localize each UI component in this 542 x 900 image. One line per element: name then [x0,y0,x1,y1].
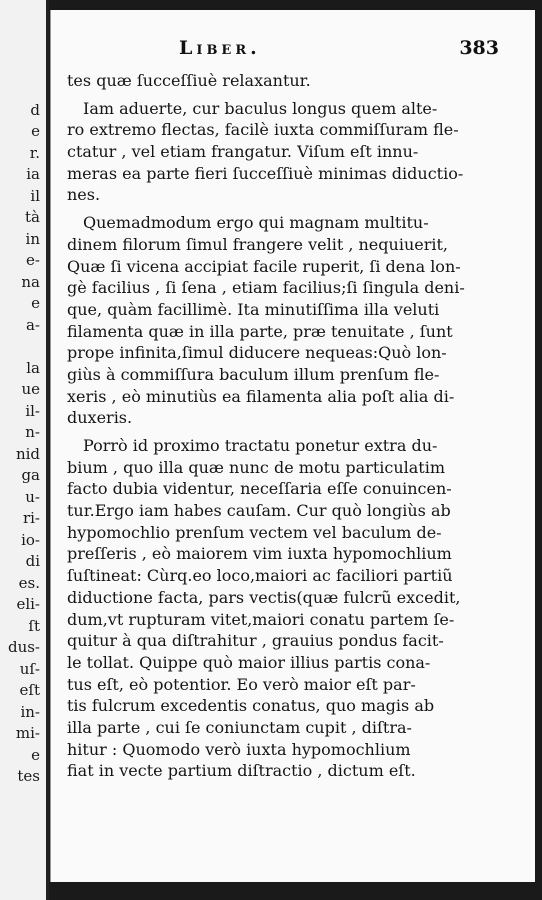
text-line: giùs à commiſſura baculum illum prenſum fle- [67,364,440,384]
left-margin-fragment: e [31,122,40,140]
left-margin-fragment: u- [25,487,40,506]
text-line: fiat in vecte partium diſtractio , dictum eſt. [67,761,416,781]
left-margin-fragment [0,336,42,358]
left-margin-fragment: ſt [28,616,40,635]
text-line: tes quæ ſucceſſiuè relaxantur. [67,71,311,90]
text-line: que, quàm facillimè. Ita minutiſſima illa veluti [67,299,440,319]
left-margin-fragment: a- [25,315,40,334]
page-number: 383 [459,37,499,59]
left-margin-fragment: tes [17,767,40,785]
left-margin-fragment: e- [26,251,40,269]
left-margin-fragment: in [25,229,40,248]
text-line: tis fulcrum excedentis conatus, quo magis ab [67,696,435,716]
text-line: hitur : Quomodo verò iuxta hypomochlium [67,739,411,759]
left-margin-fragment: r. [29,143,40,162]
text-line: bium , quo illa quæ nunc de motu particulatim [67,457,446,477]
text-line: Porrò id proximo tractatu ponetur extra du- [83,436,438,455]
running-title: Liber. [179,37,261,59]
left-margin-fragment: ue [21,380,40,398]
left-margin-fragment: d [30,100,40,119]
left-margin-fragment: il [30,186,40,205]
text-line: Iam aduerte, cur baculus longus quem alte- [83,98,438,118]
text-line: nes. [67,185,101,205]
text-line: quitur à qua diſtrahitur , grauius pondus facit- [67,631,444,651]
text-line: xeris , eò minutiùs ea filamenta alia poſt alia di- [67,386,455,406]
left-margin-fragment: es. [18,573,40,592]
text-line: prope infinita,ſimul diducere nequeas:Quò lon- [67,343,447,363]
text-line: dinem filorum ſimul frangere velit , nequiuerit, [67,234,448,254]
text-line: ſuſtineat: Cùrq.eo loco,maiori ac faciliori partiũ [67,566,453,586]
text-line: le tollat. Quippe quò maior illius partis cona- [67,652,431,672]
left-margin-fragment: mi- [15,724,40,742]
paragraph [67,435,517,782]
left-margin-fragment: in- [20,702,40,721]
left-margin-fragment: nid [15,444,40,463]
text-line: facto dubia videntur, neceſſaria eſſe conuincen- [67,479,452,499]
left-margin-fragment: e [31,294,40,312]
left-margin-fragment: di [25,552,40,570]
left-margin-fragment: eli- [16,595,40,613]
text-line: ro extremo flectas, facilè iuxta commiſſuram fle- [67,120,459,140]
left-margin-fragment: ga [21,466,40,484]
left-margin-fragment: uſ- [19,659,40,678]
text-line: preſſeris , eò maiorem vim iuxta hypomochlium [67,544,452,564]
text-line: diductione facta, pars vectis(quæ fulcrũ excedit, [67,587,461,607]
left-page-edge [0,0,49,900]
left-margin-fragment: la [26,358,40,377]
text-line: filamenta quæ in illa parte, præ tenuitate , ſunt [67,321,453,341]
text-line: duxeris. [67,408,133,428]
left-margin-fragment: e [31,745,40,764]
left-margin-fragment: n- [25,423,40,441]
left-page-fragments [0,78,42,788]
text-line: dum,vt rupturam vitet,maiori conatu partem ſe- [67,609,455,629]
paragraph [67,212,517,429]
left-margin-fragment: io- [21,530,40,549]
text-line: Quemadmodum ergo qui magnam multitu- [83,213,429,233]
text-line: hypomochlio prenſum vectem vel baculum de- [67,522,442,542]
text-line: ctatur , vel etiam frangatur. Viſum eſt innu- [67,142,419,162]
text-line: tur.Ergo iam habes cauſam. Cur quò longiùs ab [67,501,451,521]
left-margin-fragment: dus- [7,638,40,656]
text-line: tus eſt, eò potentior. Eo verò maior eſt par- [67,674,416,694]
book-page [50,10,535,882]
left-margin-fragment [0,78,42,100]
left-margin-fragment: tà [25,208,40,226]
paragraph [67,98,517,206]
left-margin-fragment: il- [25,401,40,420]
left-margin-fragment: na [21,272,40,291]
text-line: meras ea parte fieri ſucceſſiuè minimas diductio- [67,163,464,183]
text-line: Quæ ſi vicena accipiat facile ruperit, ſi dena lon- [67,256,461,276]
page-header [51,37,535,65]
left-margin-fragment: eſt [19,681,40,699]
left-margin-fragment: ri- [22,509,40,527]
body-text [67,70,517,782]
text-line: gè facilius , ſi ſena , etiam facilius;ſi ſingula deni- [67,278,465,298]
paragraph [67,70,517,92]
text-line: illa parte , cui ſe coniunctam cupit , diſtra- [67,717,412,737]
left-margin-fragment: ia [26,165,40,183]
